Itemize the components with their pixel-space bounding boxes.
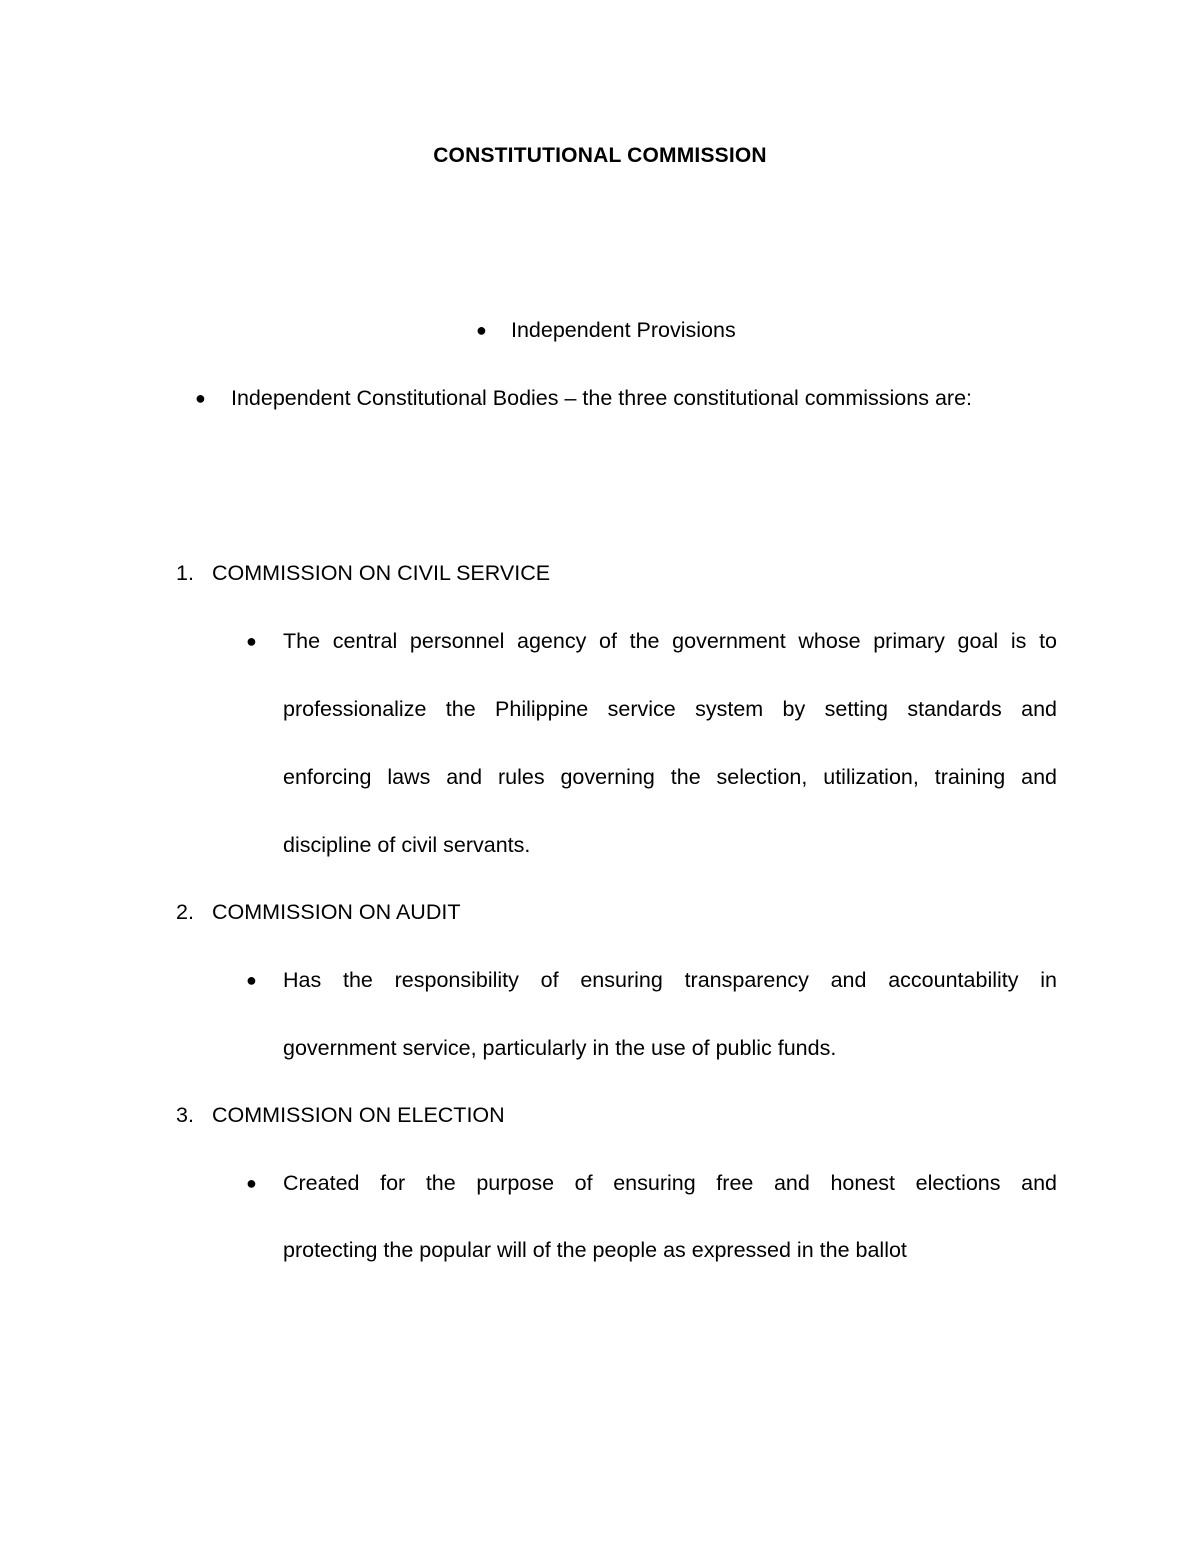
list-number: 2.	[176, 900, 194, 924]
intro-bullet-text: Independent Constitutional Bodies – the three constitutional commissions are:	[231, 386, 972, 410]
commission-description-line: professionalize the Philippine service system by setting standards and	[283, 697, 1057, 721]
list-number: 3.	[176, 1103, 194, 1127]
commission-description-line: protecting the popular will of the people as expressed in the ballot	[283, 1238, 907, 1262]
intro-bullet-text: Independent Provisions	[511, 318, 736, 342]
bullet-icon: ●	[246, 1173, 257, 1193]
bullet-icon: ●	[476, 320, 487, 340]
bullet-icon: ●	[246, 631, 257, 651]
commission-description-line: government service, particularly in the use of public funds.	[283, 1036, 837, 1060]
page-title: CONSTITUTIONAL COMMISSION	[433, 144, 767, 167]
commission-description-line: discipline of civil servants.	[283, 833, 531, 857]
commission-heading: COMMISSION ON ELECTION	[212, 1103, 505, 1127]
commission-description-line: Created for the purpose of ensuring free and honest elections and	[283, 1171, 1057, 1195]
commission-description-line: Has the responsibility of ensuring transparency and accountability in	[283, 968, 1057, 992]
list-number: 1.	[176, 561, 194, 585]
bullet-icon: ●	[195, 388, 206, 408]
commission-heading: COMMISSION ON CIVIL SERVICE	[212, 561, 551, 585]
commission-description-line: The central personnel agency of the government whose primary goal is to	[283, 629, 1057, 653]
commission-heading: COMMISSION ON AUDIT	[212, 900, 461, 924]
bullet-icon: ●	[246, 970, 257, 990]
commission-description-line: enforcing laws and rules governing the selection, utilization, training and	[283, 765, 1057, 789]
